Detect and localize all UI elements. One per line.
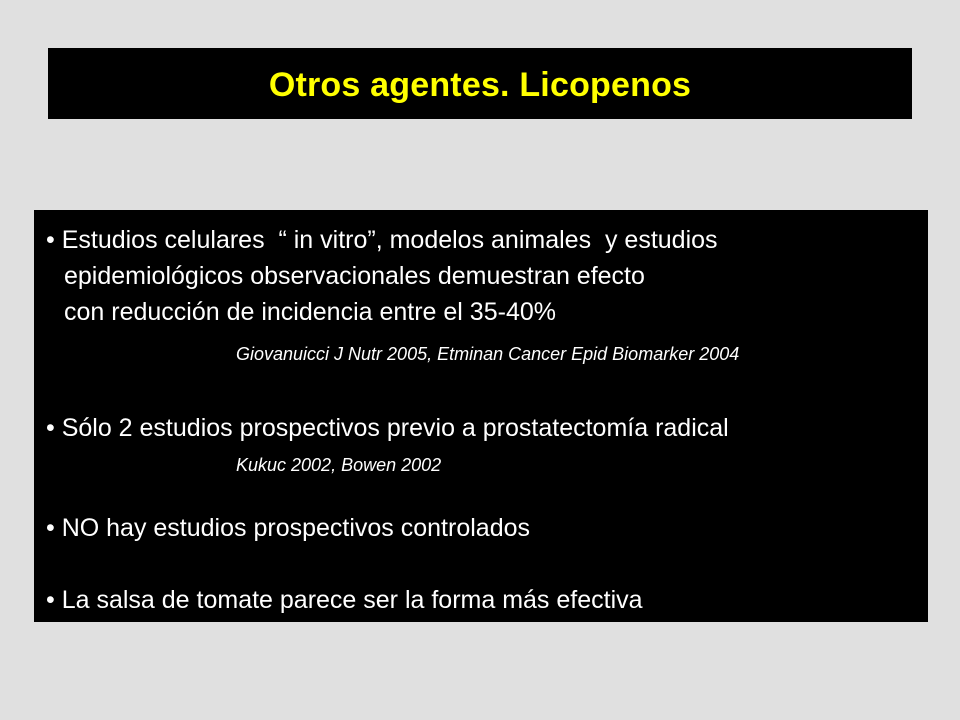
- bullet-1-citation: Giovanuicci J Nutr 2005, Etminan Cancer Epid Biomarker 2004: [236, 344, 740, 364]
- bullet-1-line-3: con reducción de incidencia entre el 35-40%: [64, 298, 556, 326]
- content-panel: [34, 210, 928, 622]
- title-bar: [48, 48, 912, 119]
- bullet-2-citation: Kukuc 2002, Bowen 2002: [236, 455, 442, 475]
- bullet-1-line-2: epidemiológicos observacionales demuestran efecto: [64, 262, 645, 290]
- bullet-4-line-1: • La salsa de tomate parece ser la forma más efectiva: [46, 586, 643, 614]
- slide-title: Otros agentes. Licopenos: [268, 66, 692, 104]
- bullet-1-line-1: • Estudios celulares “ in vitro”, modelos animales y estudios: [46, 226, 718, 254]
- bullet-3-line-1: • NO hay estudios prospectivos controlados: [46, 514, 530, 542]
- bullet-2-line-1: • Sólo 2 estudios prospectivos previo a prostatectomía radical: [46, 414, 729, 442]
